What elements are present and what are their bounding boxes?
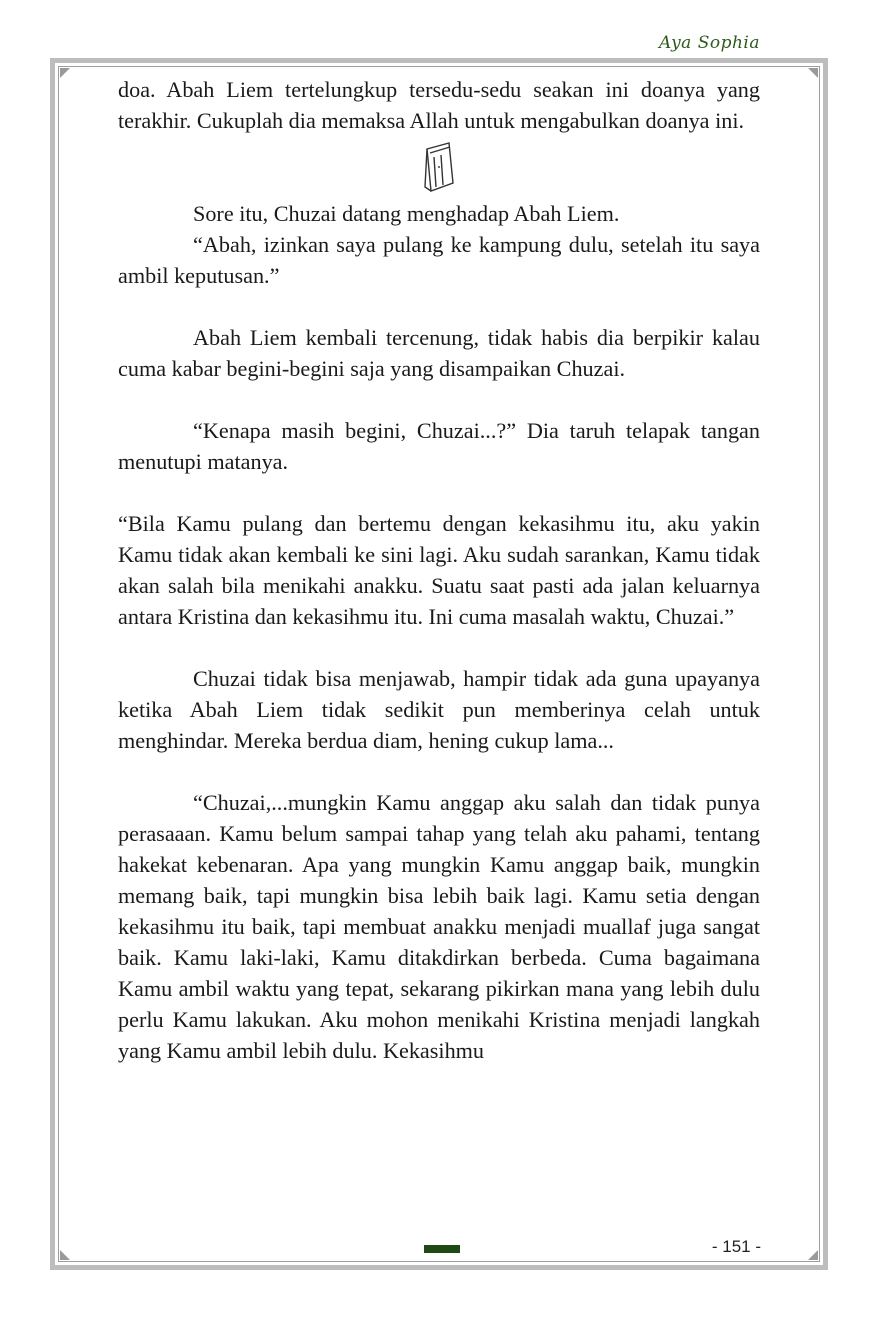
section-divider bbox=[118, 136, 760, 198]
page-number: - 151 - bbox=[711, 1237, 761, 1256]
paragraph: Chuzai tidak bisa menjawab, hampir tidak ada guna upayanya ketika Abah Liem tidak sedikit pun memberinya celah untuk menghindar. Mereka berdua diam, hening cukup lama... bbox=[118, 666, 760, 753]
corner-ornament-bottom-right bbox=[808, 1250, 818, 1260]
corner-ornament-top-right bbox=[808, 68, 818, 78]
paragraph: “Chuzai,...mungkin Kamu anggap aku salah dan tidak punya perasaaan. Kamu belum sampai tahap yang telah aku pahami, tentang hakekat kebenaran. Apa yang mungkin Kamu anggap baik, mungkin memang baik, tapi mungkin bisa lebih baik lagi. Kamu setia dengan kekasihmu itu baik, tapi membuat anakku menjadi muallaf juga sangat baik. Kamu laki-laki, Kamu ditakdirkan berbeda. Cuma bagaimana Kamu ambil waktu yang tepat, sekarang pikirkan mana yang lebih dulu perlu Kamu lakukan. Aku mohon menikahi Kristina menjadi langkah yang Kamu ambil lebih dulu. Kekasihmu bbox=[118, 790, 760, 1063]
paragraph: Abah Liem kembali tercenung, tidak habis dia berpikir kalau cuma kabar begini-begini saja yang disampaikan Chuzai. bbox=[118, 325, 760, 381]
paragraph: “Bila Kamu pulang dan bertemu dengan kekasihmu itu, aku yakin Kamu tidak akan kembali ke sini lagi. Aku sudah sarankan, Kamu tidak akan salah bila menikahi anakku. Suatu saat pasti ada jalan keluarnya antara Kristina dan kekasihmu itu. Ini cuma masalah waktu, Chuzai.” bbox=[118, 511, 760, 629]
running-header-title: Aya Sophia bbox=[658, 33, 760, 53]
paragraph: doa. Abah Liem tertelungkup tersedu-sedu seakan ini doanya yang terakhir. Cukuplah dia memaksa Allah untuk mengabulkan doanya ini. bbox=[118, 77, 760, 133]
paragraph: “Kenapa masih begini, Chuzai...?” Dia taruh telapak tangan menutupi matanya. bbox=[118, 418, 760, 474]
corner-ornament-top-left bbox=[60, 68, 70, 78]
footer-accent-bar bbox=[424, 1245, 460, 1253]
body-text bbox=[118, 74, 760, 1066]
book-icon bbox=[421, 141, 457, 193]
paragraph: “Abah, izinkan saya pulang ke kampung dulu, setelah itu saya ambil keputusan.” bbox=[118, 232, 760, 288]
corner-ornament-bottom-left bbox=[60, 1250, 70, 1260]
paragraph: Sore itu, Chuzai datang menghadap Abah Liem. bbox=[193, 201, 620, 226]
